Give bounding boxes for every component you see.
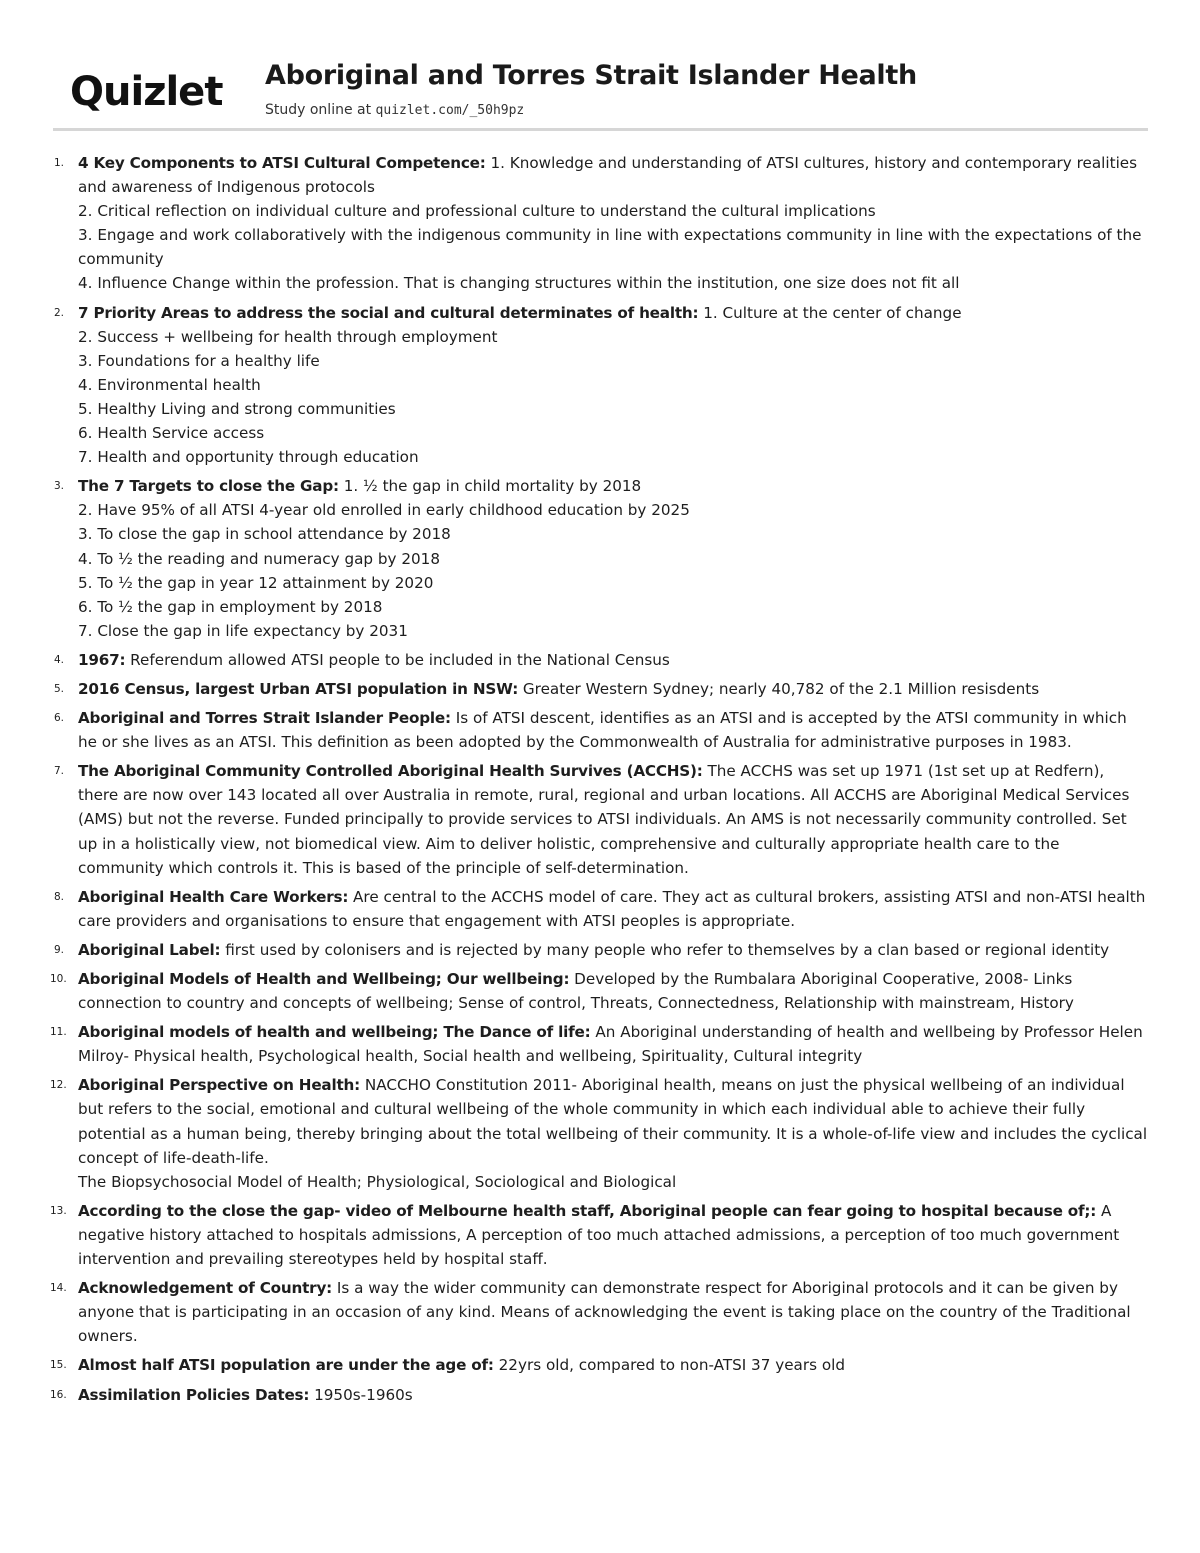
flashcard-body	[78, 1386, 413, 1404]
flashcard-number: 1.	[53, 157, 64, 169]
flashcard-definition-line: Is a way the wider community can demonstrate respect for Aboriginal protocols and it can be given by anyone that is participating in an occasion of any kind. Means of acknowledging the event is taking place on the country of the Traditional owners.	[78, 1279, 1131, 1346]
flashcard-definition-line: 1. ½ the gap in child mortality by 2018	[343, 477, 642, 496]
study-online-prefix: Study online at	[265, 102, 376, 118]
flashcard-item	[50, 1276, 1148, 1348]
page-header	[70, 58, 1150, 130]
flashcard-body	[78, 709, 1127, 751]
flashcard-term: Aboriginal Health Care Workers:	[78, 887, 349, 906]
flashcard-term: According to the close the gap- video of Melbourne health staff, Aboriginal people can fear going to hospital because of;:	[78, 1201, 1097, 1220]
flashcard-term: Aboriginal and Torres Strait Islander People:	[78, 709, 451, 728]
flashcard-definition-line: 1. Knowledge and understanding of ATSI cultures, history and contemporary realities and awareness of Indigenous protocols	[78, 154, 1138, 197]
flashcard-term: Aboriginal Label:	[78, 940, 221, 959]
flashcard-item	[50, 677, 1148, 701]
flashcard-body	[78, 477, 1148, 643]
flashcard-number: 3.	[53, 480, 64, 493]
flashcard-number: 16.	[50, 1388, 67, 1401]
flashcard-definition-line: NACCHO Constitution 2011- Aboriginal health, means on just the physical wellbeing of an individual but refers to the social, emotional and cultural wellbeing of the whole community in which each individual able to achieve their fully potential as a human being, thereby bringing about the total wellbeing of their community. It is a whole-of-life view and includes the cyclical concept of life-death-life.	[78, 1076, 1148, 1167]
flashcard-item	[50, 151, 1148, 296]
flashcard-definition-line: 3. Foundations for a healthy life	[78, 351, 320, 370]
quizlet-logo: Quizlet	[70, 69, 223, 115]
flashcard-definition-line: 1950s-1960s	[314, 1385, 413, 1404]
flashcard-number: 8.	[53, 890, 64, 903]
flashcard-item	[50, 967, 1148, 1015]
flashcard-item	[50, 301, 1148, 470]
flashcard-definition-line: A negative history attached to hospitals admissions, A perception of too much attached admissions, a perception of too much government intervention and prevailing stereotypes held by hospital staff.	[78, 1201, 1120, 1269]
flashcard-definition-line: 4. Influence Change within the profession. That is changing structures within the institution, one size does not fit all	[78, 274, 960, 293]
flashcard-item	[50, 885, 1148, 933]
flashcard-item	[50, 648, 1148, 672]
flashcard-item	[50, 1383, 1148, 1407]
flashcard-item	[50, 759, 1148, 879]
flashcard-number: 15.	[50, 1359, 67, 1372]
flashcard-number: 7.	[53, 765, 64, 778]
header-divider	[53, 128, 1148, 131]
flashcard-definition-line: 1. Culture at the center of change	[703, 303, 962, 322]
flashcard-definition-line: 2. Critical reflection on individual culture and professional culture to understand the cultural implications	[78, 202, 876, 221]
page-title: Aboriginal and Torres Strait Islander Health	[265, 60, 917, 91]
flashcard-definition-line: first used by colonisers and is rejected by many people who refer to themselves by a clan based or regional identity	[225, 940, 1110, 959]
flashcard-definition-line: An Aboriginal understanding of health and wellbeing by Professor Helen Milroy- Physical health, Psychological health, Social health and wellbeing, Spirituality, Cultural integrity	[78, 1023, 1143, 1066]
flashcard-item	[50, 1073, 1148, 1193]
flashcard-body	[78, 680, 1039, 698]
flashcard-number: 11.	[50, 1026, 67, 1039]
flashcard-definition-line: 4. To ½ the reading and numeracy gap by 2018	[78, 549, 440, 568]
flashcard-term: 4 Key Components to ATSI Cultural Competence:	[78, 154, 486, 172]
flashcard-term: Aboriginal models of health and wellbeing; The Dance of life:	[78, 1023, 591, 1042]
flashcard-number: 14.	[50, 1282, 67, 1295]
flashcard-term: Aboriginal Perspective on Health:	[78, 1076, 361, 1095]
flashcard-body	[78, 1076, 1148, 1193]
flashcard-body	[78, 154, 1148, 296]
flashcard-item	[50, 474, 1148, 643]
flashcard-item	[50, 938, 1148, 962]
flashcard-definition-line: Is of ATSI descent, identifies as an ATSI and is accepted by the ATSI community in which he or she lives as an ATSI. This definition as been adopted by the Commonwealth of Australia for administrative purposes in 1983.	[78, 709, 1127, 752]
flashcard-number: 6.	[53, 712, 64, 725]
flashcard-number: 5.	[53, 682, 64, 695]
flashcard-item	[50, 1199, 1148, 1271]
flashcard-body	[78, 1279, 1131, 1345]
flashcard-term: Acknowledgement of Country:	[78, 1279, 333, 1298]
flashcard-body	[78, 970, 1074, 1012]
flashcard-number: 12.	[50, 1079, 67, 1092]
flashcard-definition-line: Are central to the ACCHS model of care. They act as cultural brokers, assisting ATSI and non-ATSI health care providers and organisations to ensure that engagement with ATSI peoples is appropriate.	[78, 887, 1146, 930]
flashcard-body	[78, 1356, 845, 1374]
flashcard-body	[78, 888, 1145, 930]
study-url-link[interactable]: quizlet.com/_50h9pz	[375, 103, 525, 118]
flashcard-body	[78, 1023, 1143, 1065]
flashcard-definition-line: 5. To ½ the gap in year 12 attainment by 2020	[78, 573, 434, 592]
flashcard-body	[78, 762, 1129, 876]
flashcard-definition-line: The Biopsychosocial Model of Health; Physiological, Sociological and Biological	[78, 1172, 677, 1191]
flashcard-number: 9.	[53, 943, 64, 956]
flashcard-body	[78, 941, 1109, 959]
flashcard-number: 4.	[53, 653, 64, 666]
flashcard-term: 1967:	[78, 650, 126, 669]
flashcard-term: Aboriginal Models of Health and Wellbeing; Our wellbeing:	[78, 970, 570, 988]
flashcard-definition-line: 7. Close the gap in life expectancy by 2031	[78, 621, 408, 640]
flashcard-definition-line: The ACCHS was set up 1971 (1st set up at Redfern), there are now over 143 located all over Australia in remote, rural, regional and urban locations. All ACCHS are Aboriginal Medical Services (AMS) but not the reverse. Funded principally to provide services to ATSI individuals. An AMS is not necessarily community controlled. Set up in a holistically view, not biomedical view. Aim to deliver holistic, comprehensive and culturally appropriate health care to the community which controls it. This is based of the principle of self-determination.	[78, 762, 1130, 877]
flashcard-definition-line: Developed by the Rumbalara Aboriginal Cooperative, 2008- Links connection to country and concepts of wellbeing; Sense of control, Threats, Connectedness, Relationship with mainstream, History	[78, 970, 1074, 1013]
flashcard-definition-line: 2. Have 95% of all ATSI 4-year old enrolled in early childhood education by 2025	[78, 501, 690, 520]
flashcard-definition-line: Greater Western Sydney; nearly 40,782 of the 2.1 Million resisdents	[522, 679, 1040, 698]
flashcard-definition-line: 2. Success + wellbeing for health through employment	[78, 327, 498, 346]
flashcard-number: 13.	[50, 1204, 67, 1217]
flashcard-definition-line: 5. Healthy Living and strong communities	[78, 399, 396, 418]
flashcard-definition-line: 7. Health and opportunity through education	[78, 448, 419, 467]
flashcard-term: Almost half ATSI population are under the age of:	[78, 1356, 494, 1375]
flashcard-number: 10.	[50, 973, 67, 985]
flashcard-definition-line: 4. Environmental health	[78, 375, 261, 394]
flashcard-definition-line: 6. To ½ the gap in employment by 2018	[78, 597, 383, 616]
flashcard-definition-line: 3. Engage and work collaboratively with the indigenous community in line with expectations community in line with the expectations of the community	[78, 226, 1142, 269]
flashcard-list	[50, 151, 1148, 1412]
flashcard-term: 7 Priority Areas to address the social and cultural determinates of health:	[78, 303, 699, 322]
flashcard-body	[78, 1202, 1119, 1268]
flashcard-definition-line: 6. Health Service access	[78, 424, 265, 443]
flashcard-body	[78, 651, 670, 669]
flashcard-item	[50, 706, 1148, 754]
flashcard-body	[78, 304, 1148, 470]
flashcard-definition-line: 22yrs old, compared to non-ATSI 37 years old	[498, 1356, 845, 1375]
flashcard-definition-line: 3. To close the gap in school attendance by 2018	[78, 525, 451, 544]
flashcard-term: The Aboriginal Community Controlled Aboriginal Health Survives (ACCHS):	[78, 762, 703, 781]
flashcard-number: 2.	[53, 306, 64, 319]
study-online-line	[265, 100, 524, 121]
flashcard-item	[50, 1353, 1148, 1377]
flashcard-item	[50, 1020, 1148, 1068]
flashcard-definition-line: Referendum allowed ATSI people to be included in the National Census	[130, 650, 670, 669]
flashcard-term: Assimilation Policies Dates:	[78, 1385, 310, 1404]
flashcard-term: 2016 Census, largest Urban ATSI population in NSW:	[78, 679, 519, 698]
flashcard-term: The 7 Targets to close the Gap:	[78, 477, 339, 496]
